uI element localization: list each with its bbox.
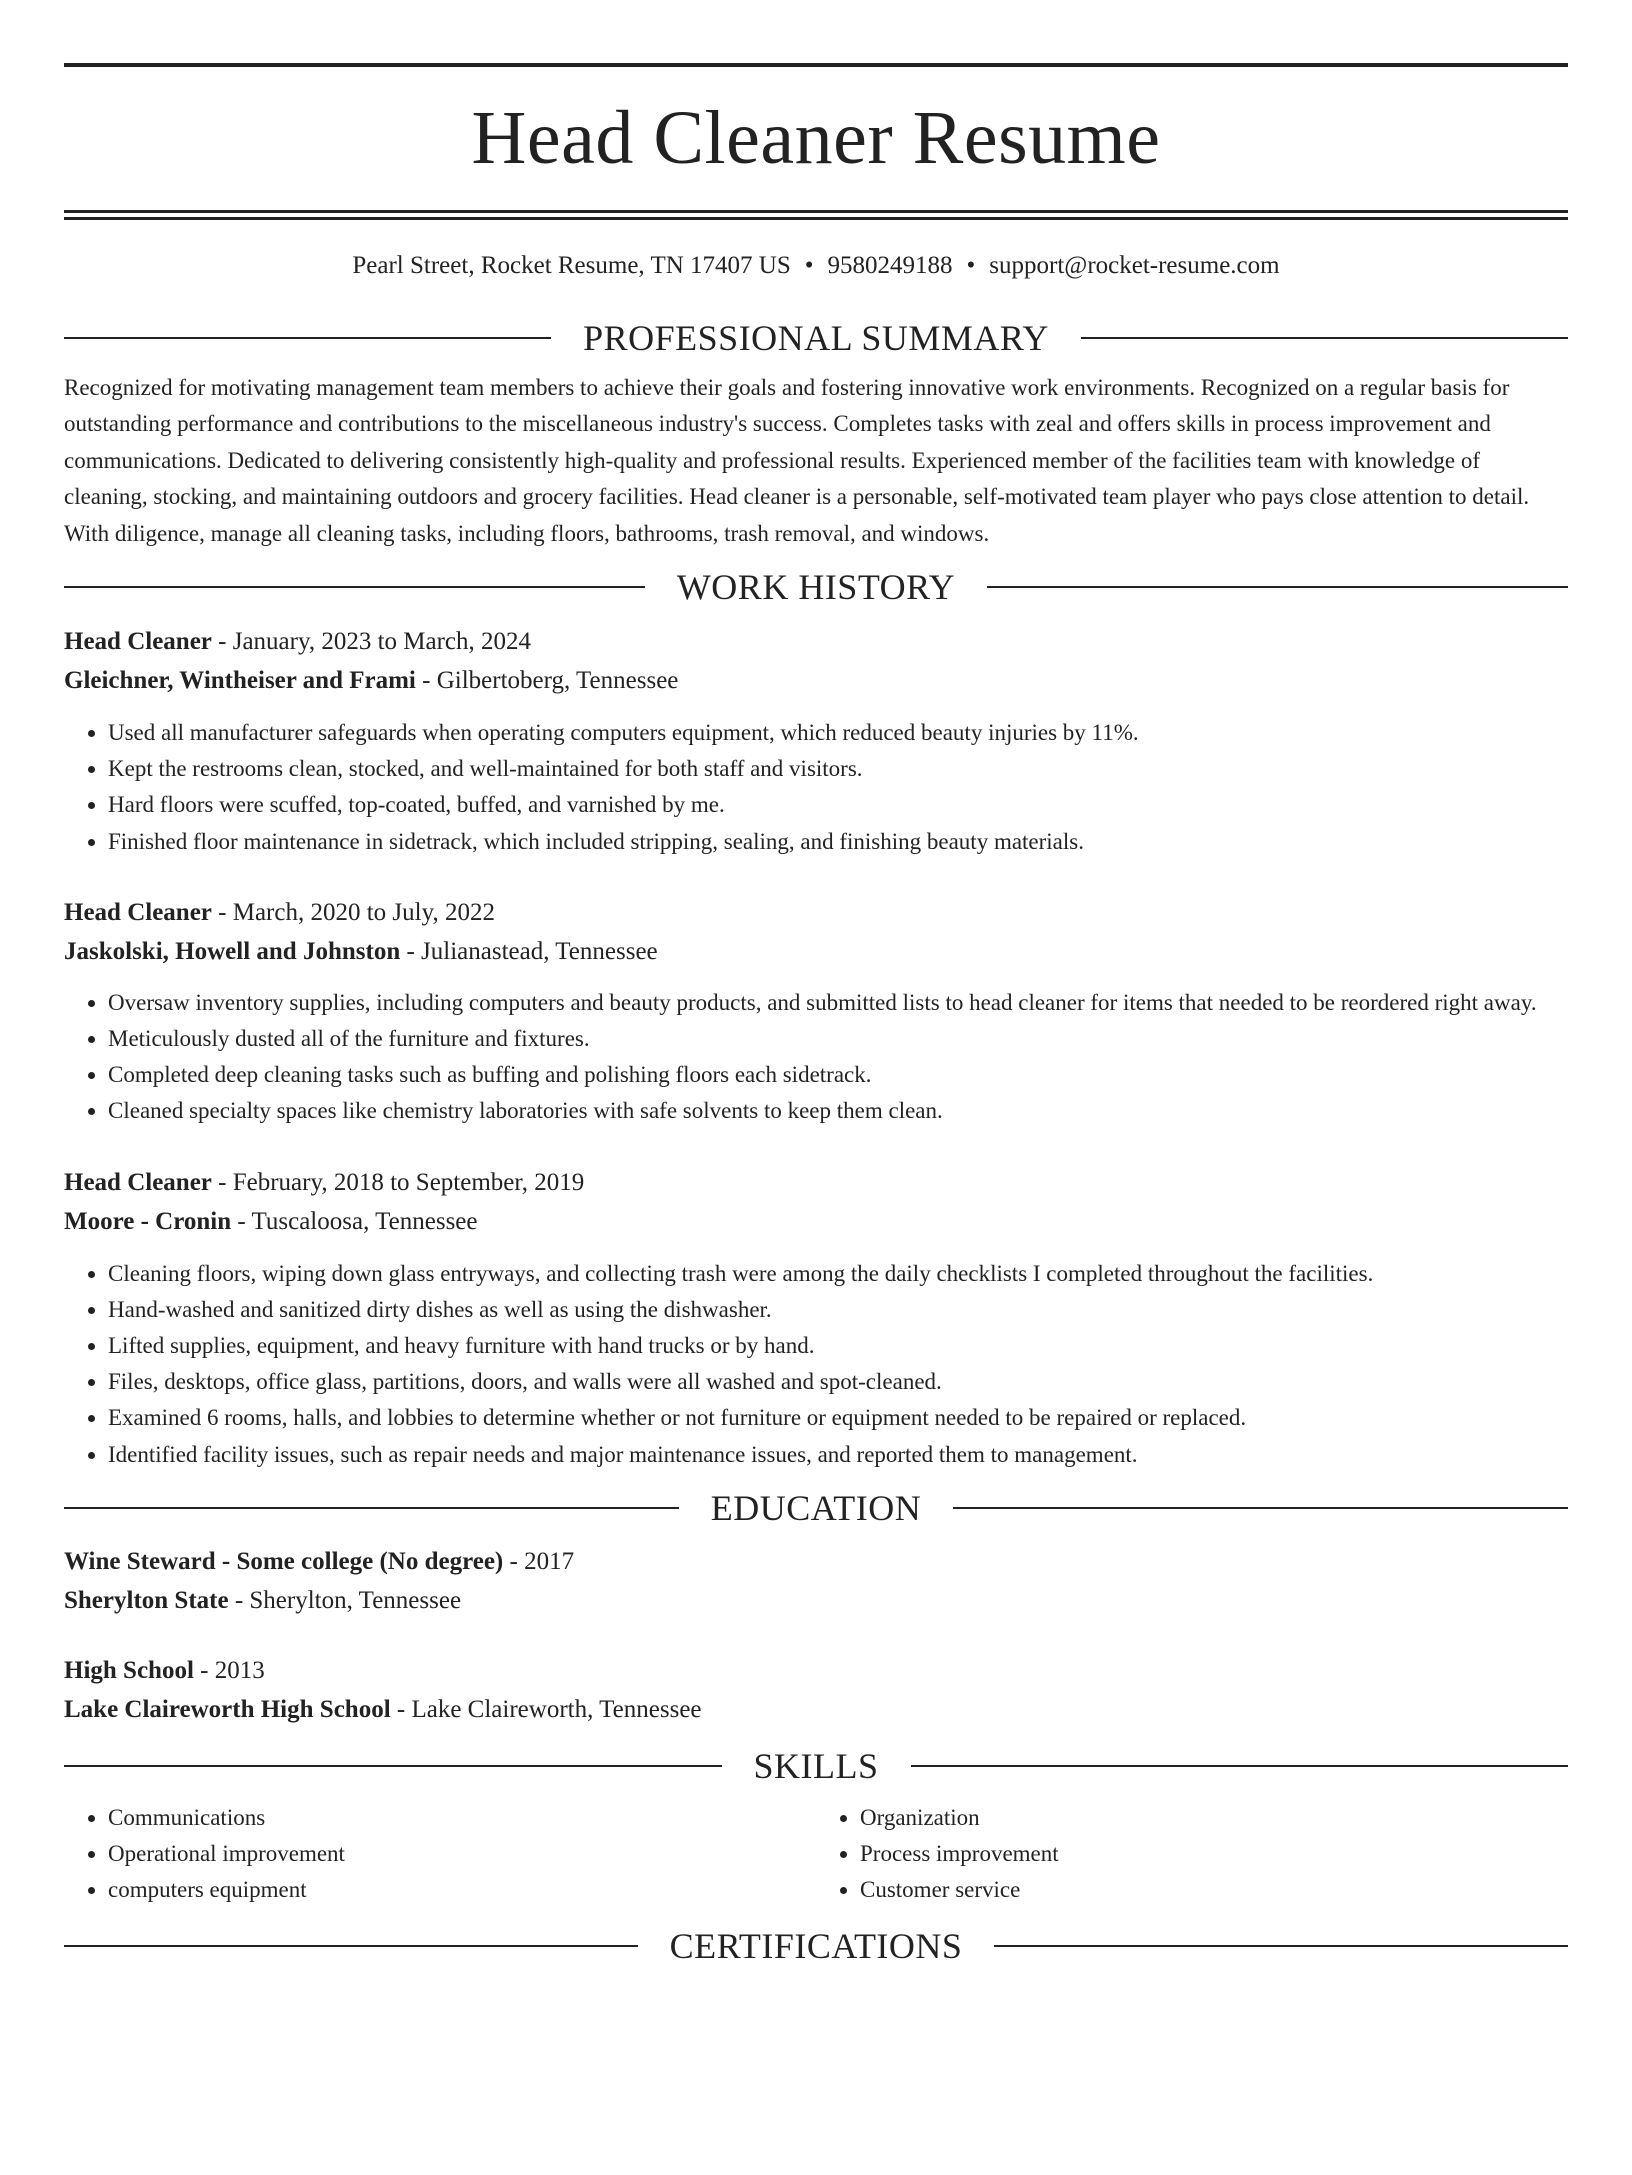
education-degree-line [64,1651,1568,1690]
job-dates: - March, 2020 to July, 2022 [218,898,495,926]
title-double-rule [64,210,1568,220]
education-degree: Wine Steward - Some college (No degree) [64,1547,504,1575]
section-title-summary: PROFESSIONAL SUMMARY [583,318,1049,358]
job-entry [64,893,1568,1130]
section-title-certifications: CERTIFICATIONS [669,1926,963,1967]
section-header-certifications [64,1924,1568,1968]
skill-item: • computers equipment [108,1872,816,1908]
job-company: Moore - Cronin [64,1207,232,1235]
list-item: • Meticulously dusted all of the furniture and fixtures. [108,1021,1568,1057]
contact-separator: • [966,252,976,279]
list-item: • Oversaw inventory supplies, including computers and beauty products, and submitted lists to head cleaner for items that needed to be reordered right away. [108,985,1568,1021]
list-item: • Identified facility issues, such as repair needs and major maintenance issues, and reported them to management. [108,1437,1568,1473]
section-title-education: EDUCATION [710,1487,922,1528]
section-rule-right [911,1765,1569,1767]
job-dates: - January, 2023 to March, 2024 [218,628,532,656]
section-rule-right [1081,337,1568,339]
resume-title: Head Cleaner Resume [471,96,1161,180]
list-item: • Used all manufacturer safeguards when operating computers equipment, which reduced beauty injuries by 11%. [108,715,1568,751]
job-dates: - February, 2018 to September, 2019 [218,1168,585,1196]
education-school: Sherylton State [64,1586,229,1614]
list-item: • Finished floor maintenance in sidetrack, which included stripping, sealing, and finishing beauty materials. [108,824,1568,860]
resume-page [0,63,1632,2175]
contact-address: Pearl Street, Rocket Resume, TN 17407 US [352,252,791,279]
skill-item: • Communications [108,1800,816,1836]
job-company: Jaskolski, Howell and Johnston [64,937,401,965]
section-rule-right [994,1945,1568,1947]
education-degree: High School [64,1656,194,1684]
education-school: Lake Claireworth High School [64,1695,391,1723]
job-company-line [64,661,1568,700]
education-entry [64,1542,1568,1620]
top-rule [64,63,1568,67]
skills-column-left [64,1800,816,1909]
contact-email[interactable]: support@rocket-resume.com [989,252,1280,279]
list-item: • Kept the restrooms clean, stocked, and well-maintained for both staff and visitors. [108,751,1568,787]
section-header-education [64,1486,1568,1530]
job-company-line [64,1202,1568,1241]
education-year: - 2013 [200,1656,265,1684]
job-company: Gleichner, Wintheiser and Frami [64,667,416,695]
list-item: • Cleaned specialty spaces like chemistry laboratories with safe solvents to keep them clean. [108,1093,1568,1129]
section-rule-left [64,337,551,339]
section-title-skills: SKILLS [753,1745,879,1786]
section-title-work: WORK HISTORY [676,567,956,608]
job-location: - Gilbertoberg, Tennessee [422,667,679,695]
job-title: Head Cleaner [64,898,212,926]
list-item: • Hard floors were scuffed, top-coated, buffed, and varnished by me. [108,787,1568,823]
education-year: - 2017 [509,1547,575,1575]
section-header-skills [64,1744,1568,1788]
section-rule-left [64,586,645,588]
job-title-line [64,1163,1568,1202]
job-entry [64,1163,1568,1473]
section-rule-right [953,1507,1568,1509]
job-company-line [64,932,1568,971]
job-bullets [64,1256,1568,1473]
list-item: • Lifted supplies, equipment, and heavy furniture with hand trucks or by hand. [108,1328,1568,1364]
job-title-line [64,893,1568,932]
skill-item: • Organization [860,1800,1568,1836]
skills-grid [64,1800,1568,1909]
skill-item: • Operational improvement [108,1836,816,1872]
skill-item: • Customer service [860,1872,1568,1908]
list-item: • Hand-washed and sanitized dirty dishes as well as using the dishwasher. [108,1292,1568,1328]
contact-separator: • [804,252,814,279]
section-rule-left [64,1507,679,1509]
education-location: - Sherylton, Tennessee [234,1586,462,1614]
list-item: • Examined 6 rooms, halls, and lobbies to determine whether or not furniture or equipment needed to be repaired or replaced. [108,1400,1568,1436]
list-item: • Cleaning floors, wiping down glass entryways, and collecting trash were among the daily checklists I completed throughout the facilities. [108,1256,1568,1292]
section-rule-right [987,586,1568,588]
education-location: - Lake Claireworth, Tennessee [396,1695,702,1723]
section-header-work [64,565,1568,609]
education-school-line [64,1690,1568,1729]
job-title: Head Cleaner [64,1168,212,1196]
contact-line [64,250,1568,282]
section-header-summary [64,316,1568,360]
job-location: - Julianastead, Tennessee [406,937,658,965]
skill-item: • Process improvement [860,1836,1568,1872]
skills-column-right [816,1800,1568,1909]
job-bullets [64,715,1568,860]
education-degree-line [64,1542,1568,1581]
job-title: Head Cleaner [64,628,212,656]
section-rule-left [64,1765,722,1767]
contact-phone: 9580249188 [827,252,953,279]
job-entry [64,622,1568,860]
job-title-line [64,622,1568,661]
list-item: • Files, desktops, office glass, partitions, doors, and walls were all washed and spot-cleaned. [108,1364,1568,1400]
job-location: - Tuscaloosa, Tennessee [237,1207,478,1235]
education-school-line [64,1581,1568,1620]
education-entry [64,1651,1568,1729]
job-bullets [64,985,1568,1130]
section-rule-left [64,1945,638,1947]
summary-text: Recognized for motivating management team members to achieve their goals and fostering innovative work environments. Recognized on a regular basis for outstanding performance and contributions to the miscellaneous industry's success. Completes tasks with zeal and offers skills in process improvement and communications. Dedicated to delivering consistently high-quality and professional results. Experienced member of the facilities team with knowledge of cleaning, stocking, and maintaining outdoors and grocery facilities. Head cleaner is a personable, self-motivated team player who pays close attention to detail. With diligence, manage all cleaning tasks, including floors, bathrooms, trash removal, and windows. [64,375,1530,546]
list-item: • Completed deep cleaning tasks such as buffing and polishing floors each sidetrack. [108,1057,1568,1093]
